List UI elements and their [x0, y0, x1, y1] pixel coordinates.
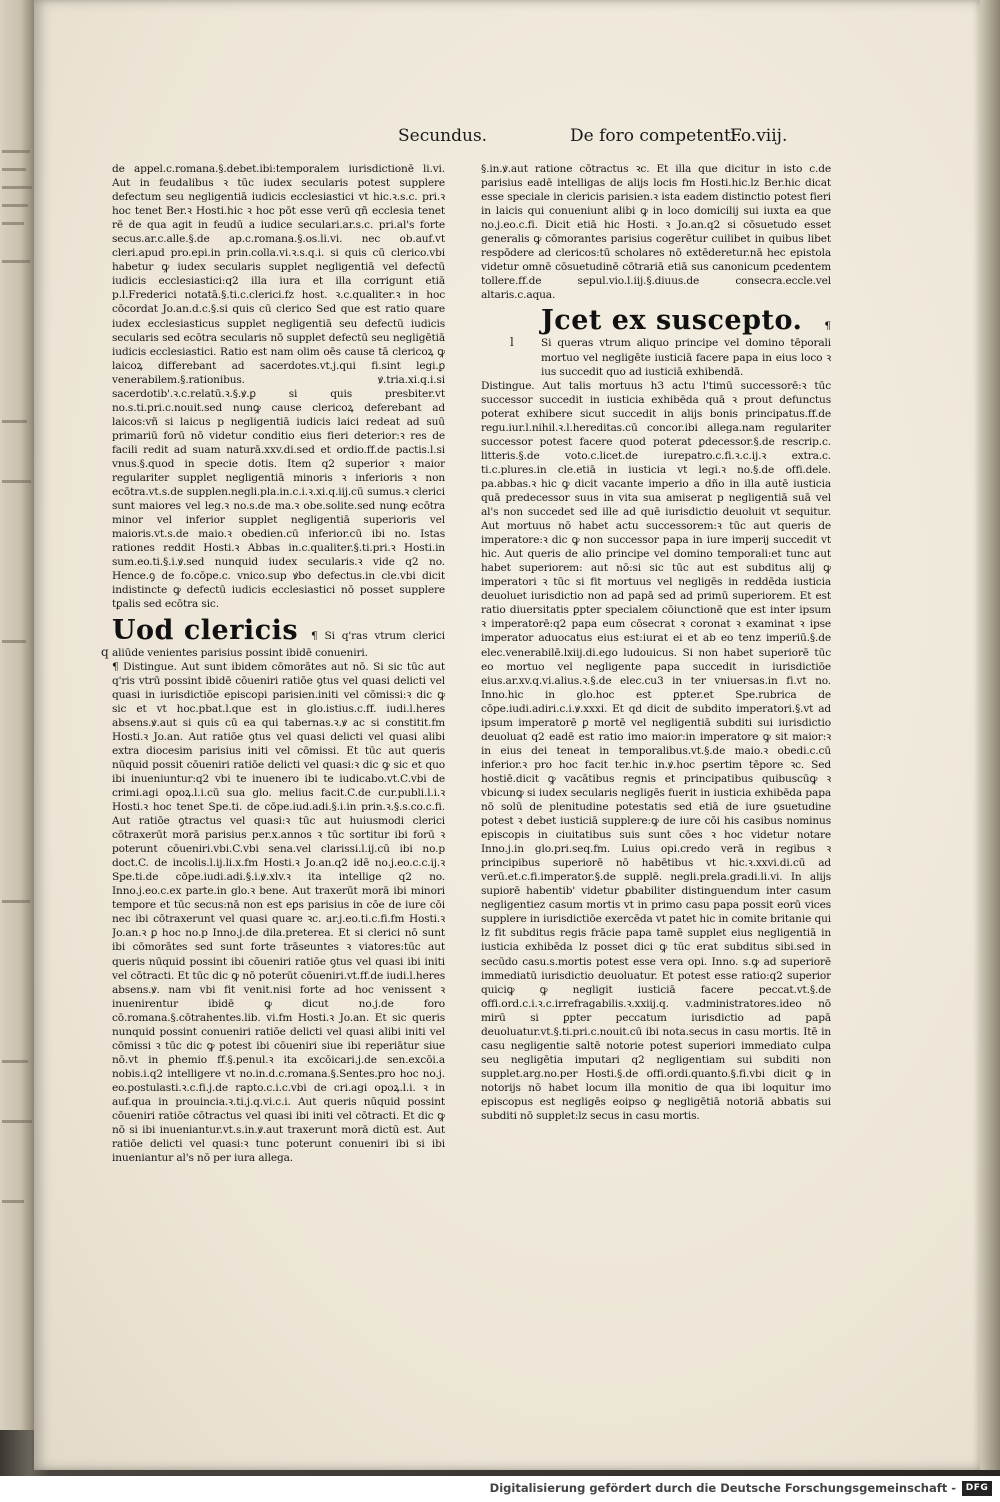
left-paragraph-2: ¶ Distingue. Aut sunt ibidem cōmorātes aut nō. Si sic tūc aut q'ris vtrū possint ibidē cōueniri ratiōe ꝯtus vel quasi delicti vel quasi in iurisdictiōe episcopi parisien.initi vel cōmissi:ꝛ dic ꝙ sic et vt hoc.pbat.l.que est in glo.istius.c.ff. iudi.l.heres absens.ꝟ.aut si quis cū ea qui tabernas.ꝛ.ꝟ ac si constitit.fm Hosti.ꝛ Jo.an. Aut ratiōe ꝯtus vel quasi delicti vel quasi alibi extra diocesim parisius initi vel cōmissi. Et tūc aut queris nūquid possit cōueniri ratiōe delicti vel quasi:ꝛ dic ꝙ sic et quo ibi inueniuntur:q2 vbi te inuenero ibi te iudicabo.vt.C.vbi de crimi.agi opoꝝ.l.i.cū sua glo. melius facit.C.de cur.publi.l.i.ꝛ Hosti.ꝛ hoc tenet Spe.ti. de cōpe.iud.adi.§.i.in prin.ꝛ.§.s.co.c.fi. Aut ratiōe ꝯtractus vel quasi:ꝛ tūc aut huiusmodi clerici cōtraxerūt morā parisius per.x.annos ꝛ tūc sortitur ibi forū ꝛ poterunt cōueniri.vbi.C.vbi sena.vel clarissi.l.ij.cū ibi no.p doct.C. de incolis.l.ij.li.x.fm Hosti.ꝛ Jo.an.q2 idē no.j.eo.c.c.ij.ꝛ Spe.ti.de cōpe.iudi.adi.§.i.ꝟ.xlv.ꝛ ita intellige q2 no. Inno.j.eo.c.ex parte.in glo.ꝛ bene. Aut traxerūt morā ibi minori tempore et tūc secus:nā non est eꝑs parisius in cōe de iure cōi nec ibi cōtraxerunt vel quasi quare ꝛc. ar.j.eo.ti.c.fi.fm Hosti.ꝛ Jo.an.ꝛ ꝑ hoc no.p Inno.j.de dila.preterea. Et si clerici nō sunt ibi cōmorātes sed sunt forte trāseuntes ꝛ viatores:tūc aut queris nūquid possint ibi cōueniri ratiōe ꝯtus vel quasi ibi initi vel cōtracti. Et tūc dic ꝙ nō poterūt cōueniri.vt.ff.de iudi.l.heres absens.ꝟ. nam vbi fit venit.nisi forte ad hoc venissent ꝛ inuenirentur ibidē ꝙ dicut no.j.de foro cō.romana.§.cōtrahentes.lib. vi.fm Hosti.ꝛ Jo.an. Et sic queris nunquid possint conueniri ratiōe delicti vel quasi alibi initi vel cōmissi ꝛ tūc dic ꝙ potest ibi cōueniri siue ibi reperiātur siue nō.vt in ꝑhemio ff.§.penul.ꝛ ita excōicari.j.de sen.excōi.a nobis.i.q2 intelligere vt no.in.d.c.romana.§.Sentes.pro hoc no.j. eo.postulasti.ꝛ.c.fi.j.de rapto.c.i.c.vbi de cri.agi opoꝝ.l.i. ꝛ in auf.qua in prouincia.ꝛ.ti.j.q.vi.c.i. Aut queris nūquid possint cōueniri ratiōe cōtractus vel quasi ibi initi vel cōtracti. Et dic ꝙ nō si ibi inueniantur.vt.s.in.ꝟ.aut traxerunt morā dictū est. Aut ratiōe delicti vel quasi:ꝛ tunc poterunt conueniri ibi si ibi inueniantur al's nō per iura allega. — [112, 660, 445, 1165]
right-section-lead: ¶ Si queras vtrum aliquo principe vel domino tēporali mortuo vel negligēte iusticiā facere papa in eius loco ꝛ ius succedit quo ad iusticiā exhibendā. — [541, 320, 831, 378]
right-paragraph-2: Distingue. Aut talis mortuus h3 actu l'timū successorē:ꝛ tūc successor succedit in iusticia exhibēda quā ꝛ prout defunctus poterat exhibere sicut succedit in alijs bonis principatus.ff.de regu.iur.l.nihil.ꝛ.l.hereditas.cū concor.ibi allega.nam regulariter successor potest facere quod poterat ꝑdecessor.§.de rescrip.c. litteris.§.de voto.c.licet.de iurepatro.c.fi.ꝛ.c.ij.ꝛ extra.c. ti.c.plures.in cle.etiā in iusticia vt legi.ꝛ no.§.de offi.dele. pa.abbas.ꝛ hic ꝙ dicit vacante imperio a dño in illa autē iusticia quā predecessor suus in vita sua amiserat p negligentiā suā vel al's non succedet sed ille ad quē iurisdictio deuoluit vt sequitur. Aut mortuus nō habet actu successorem:ꝛ tūc aut queris de imperatore:ꝛ dic ꝙ non successor papa in iure imperij succedit vt hic. Aut queris de alio principe vel domino temporali:et tunc aut habet superiorem: aut nō:si sic tūc aut est subditus alij ꝙ imperatori ꝛ tūc si fit mortuus vel negligēs in reddēda iusticia deuoluet iurisdictio non ad papā sed ad primū superiorem. Et est ratio diuersitatis ꝑpter specialem cōiunctionē que est inter ipsum ꝛ imperatorē:q2 papa eum cōsecrat ꝛ coronat ꝛ examinat ꝛ ipse imperator aduocatus eius est:iurat ei et ab eo tenz imperiū.§.de elec.venerabilē.lxiij.di.ego ludouicus. Si non habet superiorē tūc eo mortuo vel negligente papa succedit in iurisdictiōe eius.ar.xv.q.vi.alius.ꝛ.§.de elec.cu3 in ter vniuersas.in fi.vt no. Inno.hic in glo.hoc est ꝑpter.et Spe.rubrica de cōpe.iudi.adiri.c.i.ꝟ.xxxi. Et qd dicit de subdito imperatori.§.vt ad ipsum imperatorē ꝑ mortē vel negligentiā subditi sui iurisdictio deuoluat q2 eadē est ratio imo maior:in imperatore ꝙ sit maior:ꝛ in eius dei teneat in temporalibus.vt.§.de maio.ꝛ obedi.c.cū inferior.ꝛ pro hoc facit ter.hic in.ꝟ.hoc ꝑsertim tēpore ꝛc. Sed hostiē.dicit ꝙ vacātibus regnis et principatibus quibuscūꝙ ꝛ vbicunꝙ si iudex secularis negligēs fuerit in iusticia exhibēda papa nō solū de plenitudine potestatis sed etiā de iure ꝯsuetudine potest ꝛ debet iusticiā supplere:ꝙ de iure cōi his casibus nominus episcopis in ciuitatibus suis sunt cōes ꝛ hoc videtur notare Inno.j.in glo.pri.seq.fm. Luius opi.credo verā in regibus ꝛ principibus superiorē nō habētibus vt hic.ꝛ.xxvi.di.cū ad verū.et.c.fi.imperator.§.de supplē. negli.prela.gradi.li.vi. In alijs supiorē habentib' videtur ꝑbabiliter distinguendum inter casum negligentiez casum mortis vt in primo casu papa possit eorū vices supplere in iurisdictiōe exercēda vt patet hic in comite britanie qui lz fit subditus regis frācie papa tamē supplet eius negligentiā in iusticia exhibēda lz posset dici ꝙ tūc erat subditus sibi.sed in secūdo casu.s.mortis potest esse vera opi. Inno. s.ꝙ ad superiorē immediatū iurisdictio deuoluatur. Et potest esse ratio:q2 superior quiciꝙ ꝙ negligit iusticiā facere peccat.vt.§.de offi.ord.c.i.ꝛ.c.irrefragabilis.ꝛ.xxiij.q. v.administratores.ideo nō mirū si ꝑpter peccatum iurisdictio ad papā deuoluatur.vt.§.ti.pri.c.nouit.cū ibi nota.secus in casu mortis. Itē in casu negligentie saltē notorie potest superiori immediato culpa seu negligētia imputari q2 negligentiam sui subditi non supplet.arg.no.per Hosti.§.de offi.ordi.quanto.§.fi.vbi dicit ꝙ in notorijs nō habet locum illa monitio de qua ibi loquitur imo episcopus est negligēs eoipso ꝙ negligētiā notoriā abbatis sui subditi nō supplet:lz secus in casu mortis. — [481, 379, 831, 1123]
marginal-letter-q: q — [101, 645, 109, 659]
left-text-column — [112, 162, 445, 1252]
right-section-opening — [481, 306, 831, 378]
left-paragraph-1: de appel.c.romana.§.debet.ibi:temporalem iurisdictionē li.vi. Aut in feudalibus ꝛ tūc iudex secularis potest supplere defectum seu negligentiā iudicis ecclesiastici vt hic.ꝛ.s.c. pri.ꝛ hoc tenet Ber.ꝛ Hosti.hic ꝛ hoc pōt esse verū qñ ecclesia tenet rē de qua agit in feudū a iudice seculari.ar.s.c. pri.al's forte secus.ar.c.alle.§.de ap.c.romana.§.os.li.vi. nec ob.auf.vt cleri.apud pro.epi.in prin.colla.vi.ꝛ.s.q.i. si quis cū clerico.vbi habetur ꝙ iudex secularis supplet negligentiā vel defectū iudicis ecclesiastici:q2 illa iura et illa corrigunt etiā p.l.Frederici notatā.§.ti.c.clerici.fz host. ꝛ.c.qualiter.ꝛ in hoc cōcordat Jo.an.d.c.§.si quis cū clerico Sed que est ratio quare iudex ecclesiasticus supplet negligentiā seu defectū iudicis secularis sed ecōtra secularis nō supplet defectū seu negligētiā iudicis ecclesiastici. Ratio est nam olim oēs cause tā clericoꝝ ꝙ laicoꝝ differebant ad sacerdotes.vt.j.qui fi.sint legi.ꝑ venerabilem.§.rationibus. ꝟ.tria.xi.q.i.si sacerdotib'.ꝛ.c.relatū.ꝛ.§.ꝟ.ꝑ si quis presbiter.vt no.s.ti.pri.c.nouit.sed nunꝙ cause clericoꝝ deferebant ad laicos:vñ si laicus p negligentiā iudicis laici redeat ad suū primariū forū nō videtur conditio eius fieri deterior:ꝛ res de facili redit ad suam naturā.xxv.di.sed et ordio.ff.de pactis.l.si vnus.§.quod in specie dotis. Item q2 superior ꝛ maior regulariter supplet negligentiā minoris ꝛ inferioris ꝛ non ecōtra.vt.s.de supplen.negli.pla.in.c.i.ꝛ.xi.q.iij.cū sumus.ꝛ clerici sunt maiores vel leg.ꝛ no.s.de ma.ꝛ obe.solite.sed nunꝙ ecōtra minor vel inferior supplet negligentiā superioris vel maioris.vt.s.de maio.ꝛ obedien.cū inferior.cū ibi no. Istas rationes reddit Hosti.ꝛ Abbas in.c.qualiter.§.ti.pri.ꝛ Hosti.in sum.eo.ti.§.i.ꝟ.sed nunquid iudex secularis.ꝛ vide q2 no. Hence.ꝯ de fo.cōpe.c. vnico.sup ꝟbo defectus.in cle.vbi dicit indistincte ꝙ defectū iudicis ecclesiastici nō posset supplere tꝑalis sed ecōtra sic. — [112, 163, 445, 611]
left-section-opening — [112, 616, 445, 660]
marginal-letter-l: l — [510, 335, 514, 349]
page-edge-shadow — [980, 0, 1000, 1470]
dfg-logo: DFG — [962, 1481, 992, 1496]
facing-page-edge — [0, 0, 34, 1430]
funding-credit: Digitalisierung gefördert durch die Deutsche Forschungsgemeinschaft - — [489, 1481, 956, 1495]
left-section-lead: ¶ Si q'ras vtrum clerici aliūde venientes parisius possint ibidē conueniri. — [112, 629, 445, 659]
running-head-title: De foro competenti. — [570, 126, 742, 146]
folio-number: Fo.viij. — [730, 126, 788, 146]
running-head-book: Secundus. — [398, 126, 488, 146]
right-text-column — [481, 162, 831, 1234]
section-head-licet-ex-suscepto: Jcet ex suscepto. — [541, 305, 803, 337]
section-head-quod-clericis: Uod clericis — [112, 614, 299, 646]
book-page — [34, 0, 980, 1470]
digitization-footer — [0, 1476, 1000, 1502]
right-paragraph-1: §.in.ꝟ.aut ratione cōtractus ꝛc. Et illa que dicitur in isto c.de parisius eadē intelligas de alijs locis fm Hosti.hic.lz Ber.hic dicat esse speciale in clericis parisien.ꝛ ista eadem distinctio potest fieri in laicis qui conueniunt alibi ꝙ in loco domicilij sui iuxta ea que no.j.eo.c.fi. Dicit etiā hic Hosti. ꝛ Jo.an.q2 si cōsuetudo esset generalis ꝙ cōmorantes parisius cogerētur cuilibet in quibus libet respōdere ad clericos:tū scholares nō extēderetur.nā hec epistola videtur omnē cōsuetudinē cōtrariā etiā sus canonicum ꝑcedentem tollere.ff.de sepul.vio.l.iij.§.diuus.de consecra.eccle.vel altaris.c.aqua. — [481, 163, 831, 302]
running-head — [34, 126, 980, 152]
